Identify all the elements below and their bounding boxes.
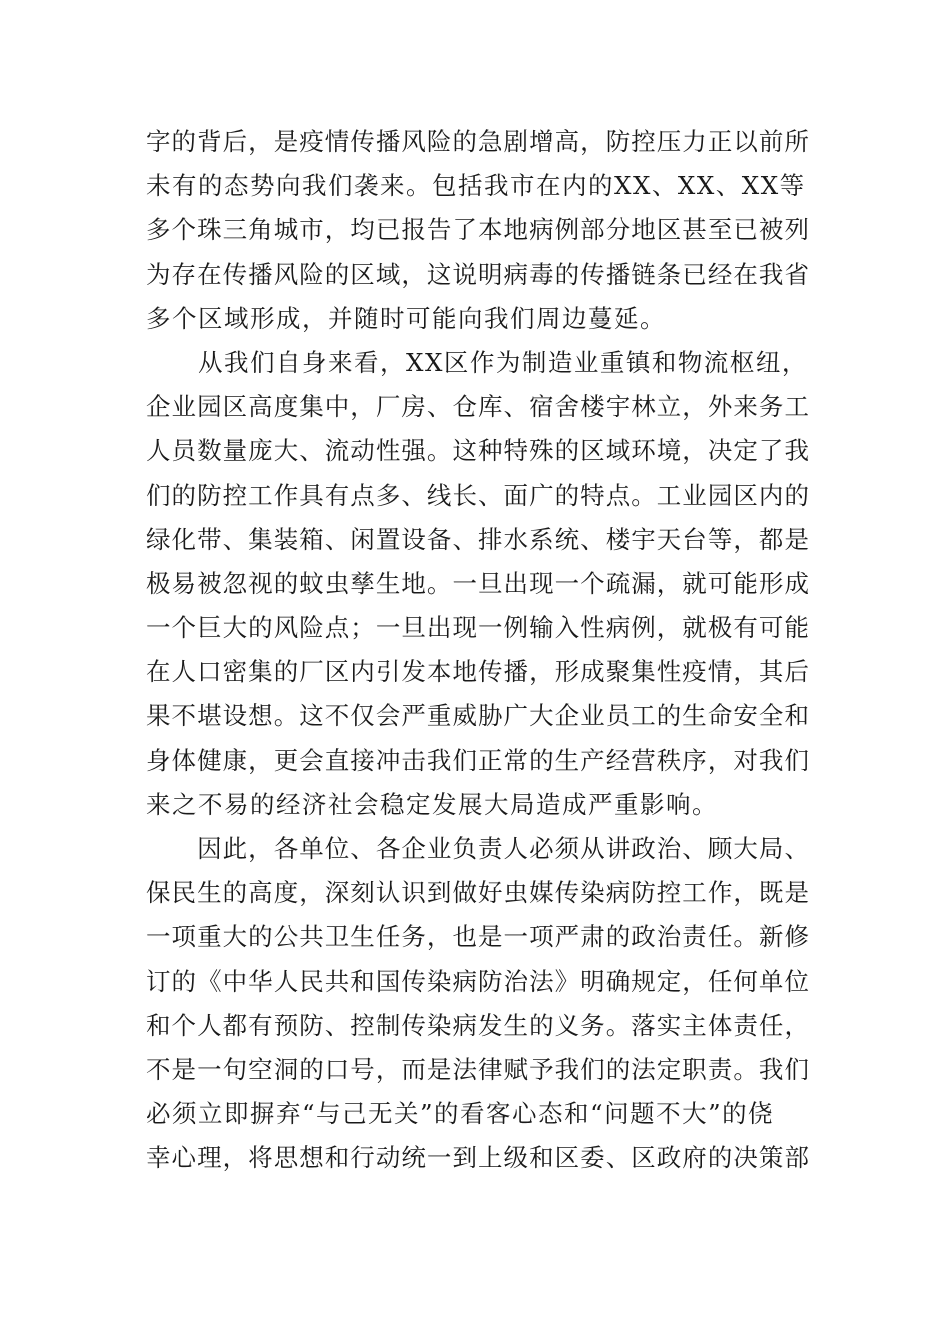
text-line: 在人口密集的厂区内引发本地传播，形成聚集性疫情，其后 [146, 657, 810, 687]
text-line: 果不堪设想。这不仅会严重威胁广大企业员工的生命安全和 [146, 701, 810, 731]
text-line: 一项重大的公共卫生任务，也是一项严肃的政治责任。新修 [146, 922, 810, 952]
text-line: 绿化带、集装箱、闲置设备、排水系统、楼宇天台等，都是 [146, 524, 810, 554]
paragraph-3 [146, 827, 810, 1181]
text-line: 字的背后，是疫情传播风险的急剧增高，防控压力正以前所 [146, 127, 810, 156]
text-line: 企业园区高度集中，厂房、仓库、宿舍楼宇林立，外来务工 [146, 392, 810, 422]
text-line: 不是一句空洞的口号，而是法律赋予我们的法定职责。我们 [146, 1054, 810, 1084]
text-line: 和个人都有预防、控制传染病发生的义务。落实主体责任， [146, 1010, 810, 1040]
text-line: 一个巨大的风险点；一旦出现一例输入性病例，就极有可能 [146, 613, 810, 643]
text-line: 极易被忽视的蚊虫孳生地。一旦出现一个疏漏，就可能形成 [146, 568, 810, 598]
text-line: 身体健康，更会直接冲击我们正常的生产经营秩序，对我们 [146, 745, 810, 775]
text-line: 们的防控工作具有点多、线长、面广的特点。工业园区内的 [146, 480, 810, 510]
text-line: 人员数量庞大、流动性强。这种特殊的区域环境，决定了我 [146, 436, 810, 466]
text-line: 因此，各单位、各企业负责人必须从讲政治、顾大局、 [146, 834, 810, 863]
text-line: 必须立即摒弃“与己无关”的看客心态和“问题不大”的侥 [146, 1099, 775, 1129]
text-line: 幸心理，将思想和行动统一到上级和区委、区政府的决策部 [146, 1143, 810, 1173]
text-line: 从我们自身来看，XX区作为制造业重镇和物流枢纽， [146, 347, 808, 377]
text-line: 为存在传播风险的区域，这说明病毒的传播链条已经在我省 [146, 259, 810, 289]
text-line: 保民生的高度，深刻认识到做好虫媒传染病防控工作，既是 [146, 878, 810, 908]
text-line: 来之不易的经济社会稳定发展大局造成严重影响。 [146, 789, 718, 819]
text-line: 多个区域形成，并随时可能向我们周边蔓延。 [146, 303, 666, 333]
text-line: 订的《中华人民共和国传染病防治法》明确规定，任何单位 [146, 966, 810, 996]
text-line: 未有的态势向我们袭来。包括我市在内的XX、XX、XX等 [146, 171, 806, 201]
paragraph-2 [146, 341, 810, 827]
text-line: 多个珠三角城市，均已报告了本地病例部分地区甚至已被列 [146, 215, 810, 245]
document-body [146, 120, 810, 1181]
paragraph-1 [146, 120, 810, 341]
